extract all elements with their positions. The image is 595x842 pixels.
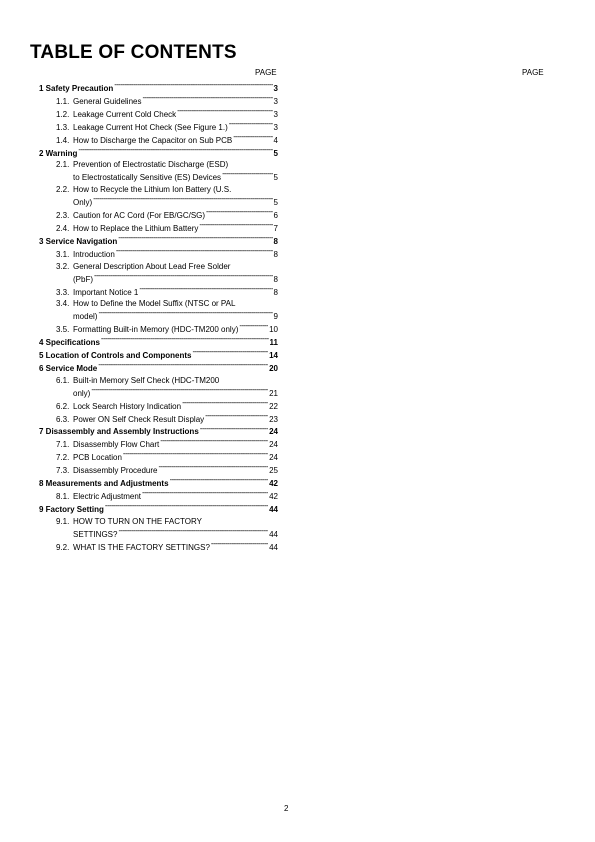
toc-subsection-entry[interactable]	[39, 298, 278, 310]
toc-entry-label: Disassembly Flow Chart	[73, 440, 160, 450]
toc-entry-number: 6.2.	[56, 401, 70, 411]
toc-subsection-entry[interactable]	[39, 451, 278, 464]
page-column-header-left: PAGE	[255, 68, 277, 77]
toc-entry-label: Electric Adjustment	[73, 492, 142, 501]
toc-subsection-entry[interactable]	[39, 108, 278, 121]
toc-entry-number: 2.3.	[56, 211, 70, 221]
toc-subsection-entry[interactable]	[39, 490, 278, 503]
toc-subsection-entry[interactable]	[39, 159, 278, 171]
toc-subsection-entry-continued[interactable]	[39, 273, 278, 286]
toc-subsection-entry[interactable]	[39, 209, 278, 222]
toc-entry-label: Formatting Built-in Memory (HDC-TM200 only)	[73, 325, 239, 335]
toc-entry-label: 2 Warning	[39, 148, 78, 158]
toc-entry-label: only)	[73, 388, 91, 398]
toc-subsection-entry[interactable]	[39, 516, 278, 528]
toc-entry-page: 44	[269, 542, 278, 552]
toc-dot-leader	[205, 413, 268, 422]
toc-entry-label: General Description About Lead Free Solder	[73, 261, 231, 271]
toc-entry-page: 21	[269, 388, 278, 398]
toc-dot-leader	[229, 121, 273, 130]
toc-entry-label: General Guidelines	[73, 96, 142, 106]
toc-entry-number: 3.3.	[56, 287, 70, 297]
toc-entry-label: 8 Measurements and Adjustments	[39, 479, 169, 489]
toc-entry-page: 42	[269, 492, 278, 501]
toc-entry-page: 42	[269, 479, 278, 489]
toc-entry-number: 2.2.	[56, 185, 70, 195]
toc-dot-leader	[98, 310, 272, 319]
toc-entry-label: Lock Search History Indication	[73, 401, 182, 411]
toc-entry-page: 10	[269, 325, 278, 335]
toc-entry-label: 6 Service Mode	[39, 363, 98, 373]
toc-entry-number: 3.5.	[56, 325, 70, 335]
page-column-header-right: PAGE	[522, 68, 544, 77]
toc-section-entry[interactable]	[39, 477, 278, 490]
toc-entry-label: model)	[73, 312, 98, 322]
toc-subsection-entry[interactable]	[39, 95, 278, 108]
toc-entry-page: 3	[273, 96, 278, 106]
toc-dot-leader	[158, 464, 268, 473]
toc-dot-leader	[98, 362, 268, 371]
toc-entry-page: 4	[273, 135, 278, 145]
toc-dot-leader	[206, 209, 273, 218]
toc-entry-number: 3.1.	[56, 249, 70, 259]
toc-entry-label: Leakage Current Cold Check	[73, 109, 177, 119]
toc-entry-number: 3.2.	[56, 261, 70, 271]
toc-subsection-entry[interactable]	[39, 134, 278, 147]
toc-entry-label: Disassembly Procedure	[73, 466, 158, 476]
toc-entry-page: 25	[269, 466, 278, 476]
toc-entry-page: 20	[269, 363, 278, 373]
toc-entry-number: 1.4.	[56, 135, 70, 145]
toc-entry-number: 7.1.	[56, 440, 70, 450]
toc-dot-leader	[91, 387, 268, 396]
toc-entry-page: 5	[273, 173, 278, 183]
toc-dot-leader	[211, 541, 268, 550]
toc-section-entry[interactable]	[39, 82, 278, 95]
toc-entry-number: 7.3.	[56, 466, 70, 476]
toc-dot-leader	[233, 134, 272, 143]
footer-page-number: 2	[284, 804, 289, 813]
toc-entry-label: Introduction	[73, 249, 115, 259]
toc-entry-label: Prevention of Electrostatic Discharge (ESD)	[73, 160, 229, 170]
toc-entry-page: 8	[273, 287, 278, 297]
toc-entry-label: How to Discharge the Capacitor on Sub PCB	[73, 135, 233, 145]
toc-entry-number: 1.1.	[56, 96, 70, 106]
toc-entry-page: 5	[273, 148, 278, 158]
toc-entry-page: 22	[269, 401, 278, 411]
toc-subsection-entry-continued[interactable]	[39, 171, 278, 184]
toc-entry-label: Power ON Self Check Result Display	[73, 414, 205, 424]
toc-dot-leader	[160, 438, 268, 447]
toc-section-entry[interactable]	[39, 503, 278, 516]
toc-entry-label: WHAT IS THE FACTORY SETTINGS?	[73, 542, 210, 552]
toc-entry-label: Caution for AC Cord (For EB/GC/SG)	[73, 211, 206, 221]
toc-entry-page: 7	[273, 223, 278, 233]
toc-section-entry[interactable]	[39, 425, 278, 438]
toc-entry-number: 6.1.	[56, 375, 70, 385]
toc-entry-page: 5	[273, 198, 278, 208]
toc-dot-leader	[222, 171, 272, 180]
toc-dot-leader	[123, 451, 268, 460]
toc-dot-leader	[192, 349, 268, 358]
toc-subsection-entry[interactable]	[39, 286, 278, 299]
toc-dot-leader	[105, 503, 268, 512]
toc-entry-number: 2.4.	[56, 223, 70, 233]
toc-entry-label: How to Recycle the Lithium Ion Battery (U.S.	[73, 185, 232, 195]
toc-dot-leader	[199, 222, 272, 231]
toc-subsection-entry-continued[interactable]	[39, 310, 278, 323]
toc-entry-page: 11	[269, 338, 278, 348]
toc-entry-page: 3	[273, 122, 278, 132]
toc-entry-number: 1.3.	[56, 122, 70, 132]
toc-section-entry[interactable]	[39, 362, 278, 375]
toc-section-entry[interactable]	[39, 336, 278, 349]
toc-entry-label: PCB Location	[73, 453, 122, 463]
toc-subsection-entry[interactable]	[39, 184, 278, 196]
toc-subsection-entry-continued[interactable]	[39, 528, 278, 541]
toc-dot-leader	[118, 235, 272, 244]
toc-subsection-entry[interactable]	[39, 261, 278, 273]
table-of-contents	[39, 82, 278, 554]
toc-entry-page: 9	[273, 312, 278, 322]
toc-dot-leader	[94, 273, 273, 282]
toc-subsection-entry[interactable]	[39, 375, 278, 387]
toc-entry-label: Only)	[73, 198, 93, 208]
toc-entry-page: 44	[269, 529, 278, 539]
toc-dot-leader	[142, 490, 268, 499]
toc-entry-number: 3.4.	[56, 299, 70, 309]
toc-entry-number: 9.2.	[56, 542, 70, 552]
toc-entry-page: 8	[273, 236, 278, 246]
toc-entry-page: 8	[273, 249, 278, 259]
toc-entry-label: 1 Safety Precaution	[39, 84, 114, 93]
toc-entry-page: 24	[269, 440, 278, 450]
toc-dot-leader	[142, 95, 272, 104]
toc-entry-page: 6	[273, 211, 278, 221]
toc-entry-label: Built-in Memory Self Check (HDC-TM200	[73, 375, 220, 385]
toc-subsection-entry[interactable]	[39, 248, 278, 261]
toc-entry-label: Leakage Current Hot Check (See Figure 1.)	[73, 122, 228, 132]
toc-subsection-entry[interactable]	[39, 438, 278, 451]
toc-dot-leader	[200, 425, 268, 434]
toc-dot-leader	[116, 248, 273, 257]
toc-dot-leader	[170, 477, 269, 486]
toc-entry-page: 24	[269, 453, 278, 463]
toc-subsection-entry[interactable]	[39, 400, 278, 413]
toc-entry-page: 23	[269, 414, 278, 424]
toc-dot-leader	[93, 196, 272, 205]
toc-dot-leader	[239, 323, 268, 332]
toc-entry-number: 1.2.	[56, 109, 70, 119]
toc-entry-label: 9 Factory Setting	[39, 504, 104, 514]
toc-dot-leader	[118, 528, 268, 537]
toc-entry-label: How to Define the Model Suffix (NTSC or PAL	[73, 299, 236, 309]
toc-subsection-entry-continued[interactable]	[39, 196, 278, 209]
toc-entry-number: 9.1.	[56, 516, 70, 526]
page-title: TABLE OF CONTENTS	[30, 42, 237, 63]
toc-entry-number: 8.1.	[56, 492, 70, 501]
toc-dot-leader	[139, 286, 272, 295]
toc-entry-page: 3	[273, 84, 278, 93]
toc-entry-label: How to Replace the Lithium Battery	[73, 223, 199, 233]
toc-dot-leader	[114, 82, 272, 91]
toc-subsection-entry[interactable]	[39, 541, 278, 554]
toc-subsection-entry[interactable]	[39, 464, 278, 477]
toc-dot-leader	[177, 108, 272, 117]
toc-dot-leader	[78, 147, 272, 156]
toc-entry-label: SETTINGS?	[73, 529, 118, 539]
toc-entry-label: 5 Location of Controls and Components	[39, 351, 192, 361]
toc-entry-label: to Electrostatically Sensitive (ES) Devices	[73, 173, 222, 183]
toc-entry-page: 44	[269, 504, 278, 514]
toc-entry-page: 14	[269, 351, 278, 361]
toc-dot-leader	[101, 336, 269, 345]
toc-entry-label: 3 Service Navigation	[39, 236, 118, 246]
toc-entry-page: 3	[273, 109, 278, 119]
toc-entry-label: 4 Specifications	[39, 338, 100, 348]
toc-dot-leader	[182, 400, 268, 409]
toc-section-entry[interactable]	[39, 349, 278, 362]
toc-subsection-entry[interactable]	[39, 121, 278, 134]
toc-entry-label: Important Notice 1	[73, 287, 139, 297]
toc-entry-page: 8	[273, 274, 278, 284]
toc-section-entry[interactable]	[39, 147, 278, 160]
toc-subsection-entry[interactable]	[39, 413, 278, 426]
toc-entry-number: 7.2.	[56, 453, 70, 463]
toc-entry-label: (PbF)	[73, 274, 93, 284]
toc-section-entry[interactable]	[39, 235, 278, 248]
toc-entry-number: 2.1.	[56, 160, 70, 170]
toc-subsection-entry[interactable]	[39, 323, 278, 336]
toc-entry-label: HOW TO TURN ON THE FACTORY	[73, 516, 202, 526]
toc-entry-page: 24	[269, 427, 278, 437]
toc-subsection-entry-continued[interactable]	[39, 387, 278, 400]
toc-subsection-entry[interactable]	[39, 222, 278, 235]
toc-entry-label: 7 Disassembly and Assembly Instructions	[39, 427, 199, 437]
toc-entry-number: 6.3.	[56, 414, 70, 424]
